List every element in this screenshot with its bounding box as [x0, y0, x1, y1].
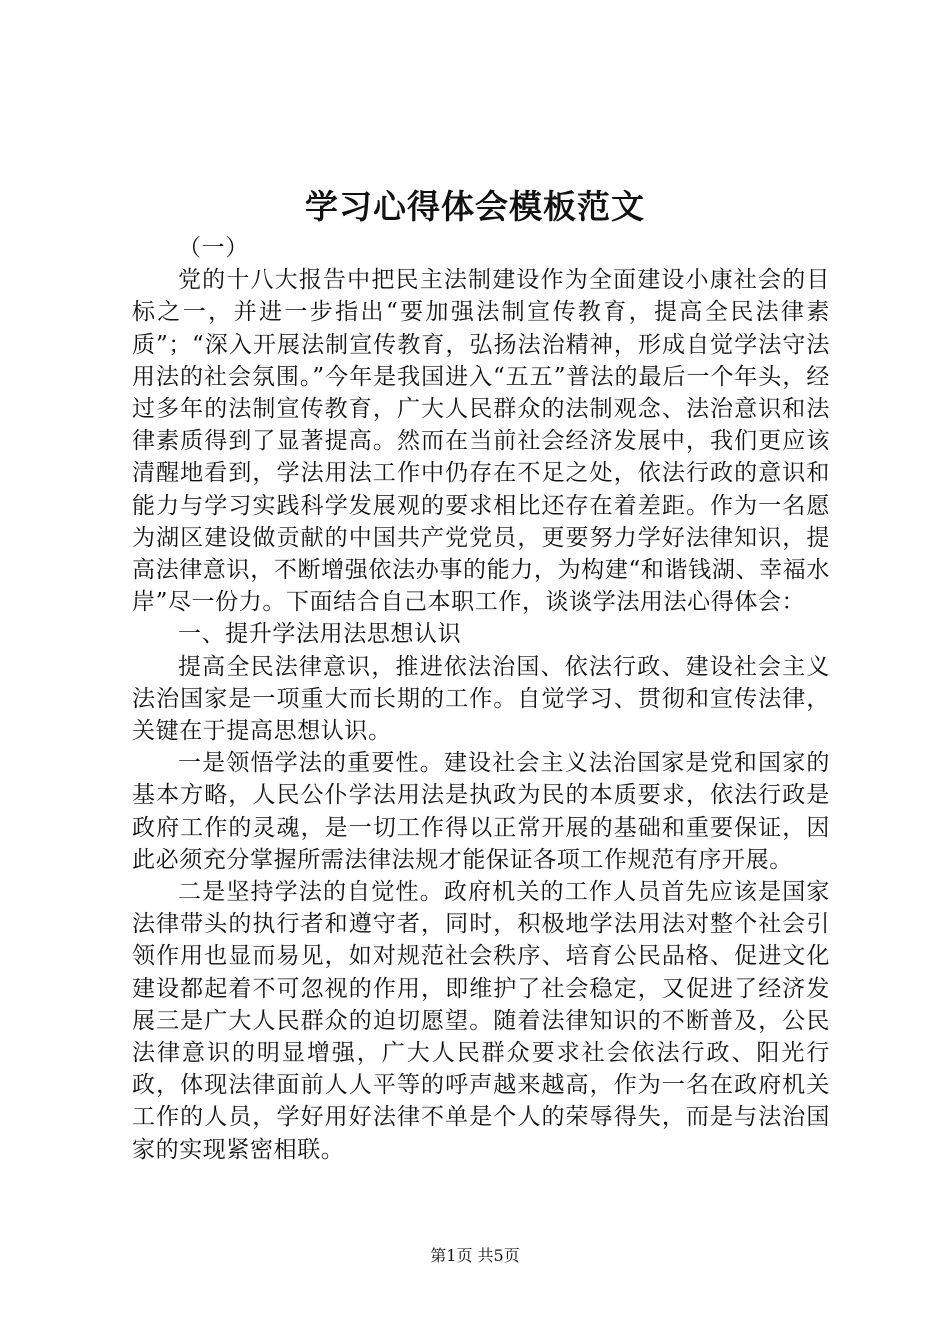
- section-marker: （一）: [178, 235, 249, 261]
- intro-paragraph: 党的十八大报告中把民主法制建设作为全面建设小康社会的目标之一，并进一步指出“要加强法制宣传教育，提高全民法律素质”；“深入开展法制宣传教育，弘扬法治精神，形成自觉学法守法用法的社会氛围。”今年是我国进入“五五”普法的最后一个年头，经过多年的法制宣传教育，广大人民群众的法制观念、法治意识和法律素质得到了显著提高。然而在当前社会经济发展中，我们更应该清醒地看到，学法用法工作中仍存在不足之处，依法行政的意识和能力与学习实践科学发展观的要求相比还存在着差距。作为一名愿为湖区建设做贡献的中国共产党党员，更要努力学好法律知识，提高法律意识，不断增强依法办事的能力，为构建“和谐钱湖、幸福水岸”尽一份力。下面结合自己本职工作，谈谈学法用法心得体会：: [132, 267, 830, 616]
- section-heading: 一、提升学法用法思想认识: [178, 621, 462, 648]
- document-title: 学习心得体会模板范文: [305, 187, 645, 226]
- page-number: 第1页 共5页: [430, 1246, 520, 1265]
- body-paragraph: 提高全民法律意识，推进依法治国、依法行政、建设社会主义法治国家是一项重大而长期的工作。自觉学习、贯彻和宣传法律，关键在于提高思想认识。: [132, 653, 830, 745]
- body-paragraph: 一是领悟学法的重要性。建设社会主义法治国家是党和国家的基本方略，人民公仆学法用法是执政为民的本质要求，依法行政是政府工作的灵魂，是一切工作得以正常开展的基础和重要保证，因此必须充分掌握所需法律法规才能保证各项工作规范有序开展。: [132, 750, 830, 873]
- document-body: [132, 232, 830, 1166]
- body-paragraph: 二是坚持学法的自觉性。政府机关的工作人员首先应该是国家法律带头的执行者和遵守者，同时，积极地学法用法对整个社会引领作用也显而易见，如对规范社会秩序、培育公民品格、促进文化建设都起着不可忽视的作用，即维护了社会稳定，又促进了经济发展三是广大人民群众的迫切愿望。随着法律知识的不断普及，公民法律意识的明显增强，广大人民群众要求社会依法行政、阳光行政，体现法律面前人人平等的呼声越来越高，作为一名在政府机关工作的人员，学好用好法律不单是个人的荣辱得失，而是与法治国家的实现紧密相联。: [132, 879, 830, 1163]
